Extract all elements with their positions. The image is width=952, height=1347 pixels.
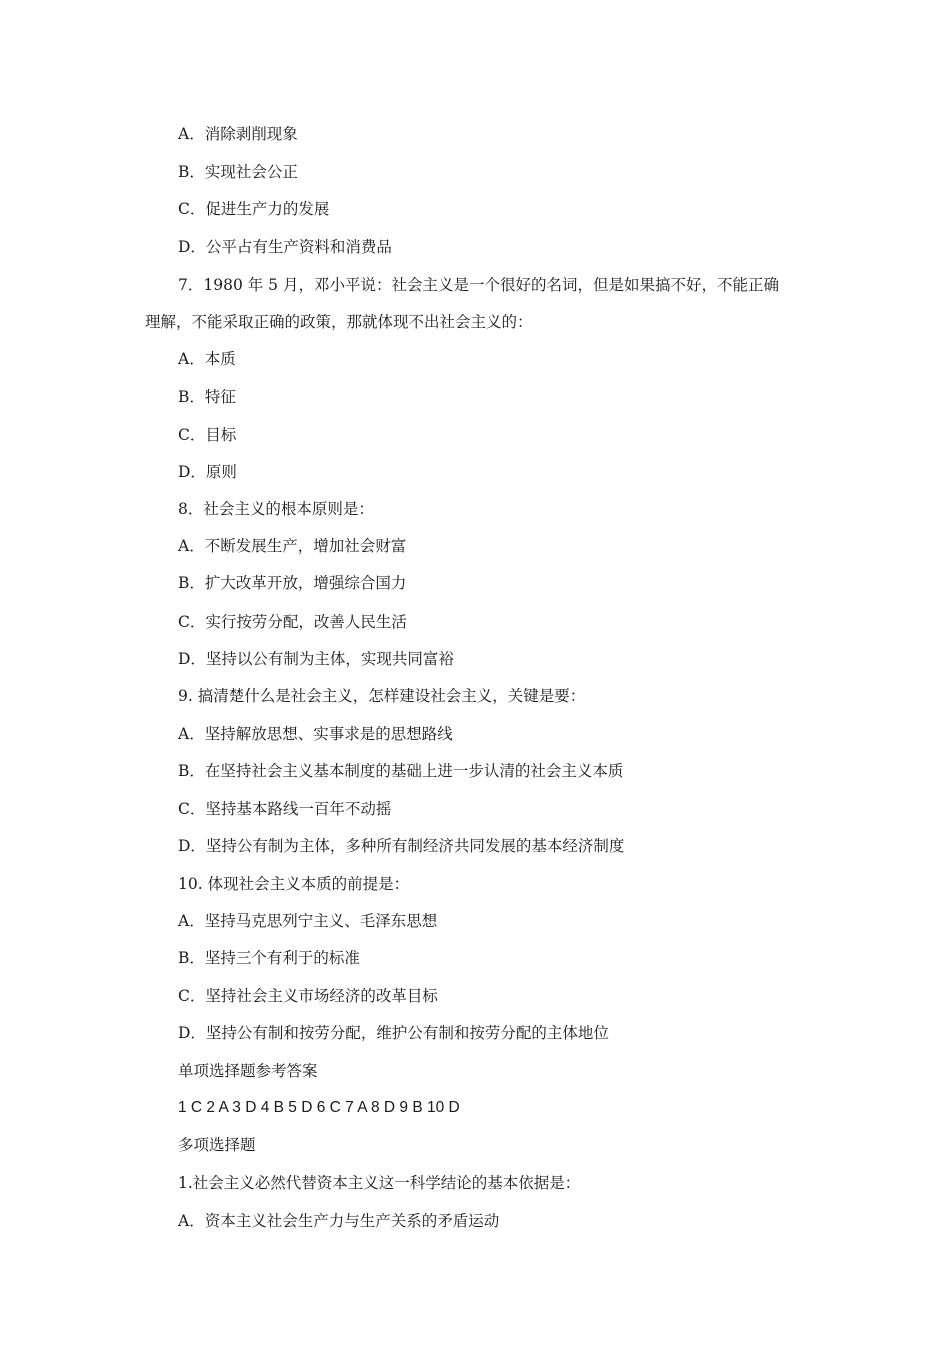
answer-key-heading: 单项选择题参考答案 — [178, 1062, 318, 1080]
q8-question: 8．社会主义的根本原则是： — [178, 500, 374, 518]
q10-option-b: B．坚持三个有利于的标准 — [178, 949, 360, 967]
q6-option-d: D．公平占有生产资料和消费品 — [178, 238, 392, 256]
q7-question-line2: 理解，不能采取正确的政策，那就体现不出社会主义的： — [145, 313, 533, 331]
q10-option-a: A．坚持马克思列宁主义、毛泽东思想 — [178, 912, 438, 930]
q8-option-c: C．实行按劳分配，改善人民生活 — [178, 613, 407, 631]
q7-option-a: A．本质 — [178, 350, 236, 368]
q9-question: 9. 搞清楚什么是社会主义，怎样建设社会主义，关键是要： — [178, 687, 586, 705]
q6-option-c: C．促进生产力的发展 — [178, 200, 330, 218]
q7-question-line1: 7．1980 年 5 月，邓小平说：社会主义是一个很好的名词，但是如果搞不好，不能正确 — [178, 276, 779, 294]
q6-option-b: B．实现社会公正 — [178, 163, 298, 181]
q10-option-d: D．坚持公有制和按劳分配，维护公有制和按劳分配的主体地位 — [178, 1024, 609, 1042]
q9-option-b: B．在坚持社会主义基本制度的基础上进一步认清的社会主义本质 — [178, 762, 624, 780]
q10-option-c: C．坚持社会主义市场经济的改革目标 — [178, 987, 438, 1005]
q9-option-a: A．坚持解放思想、实事求是的思想路线 — [178, 725, 453, 743]
q6-option-a: A．消除剥削现象 — [178, 125, 298, 143]
q8-option-d: D．坚持以公有制为主体，实现共同富裕 — [178, 650, 454, 668]
multiple-choice-heading: 多项选择题 — [178, 1136, 256, 1154]
mc-q1-option-a: A．资本主义社会生产力与生产关系的矛盾运动 — [178, 1212, 500, 1230]
mc-q1-question: 1.社会主义必然代替资本主义这一科学结论的基本依据是： — [178, 1174, 581, 1192]
q7-option-c: C．目标 — [178, 426, 237, 444]
q7-option-b: B．特征 — [178, 388, 236, 406]
q9-option-d: D．坚持公有制为主体，多种所有制经济共同发展的基本经济制度 — [178, 837, 625, 855]
q8-option-a: A．不断发展生产，增加社会财富 — [178, 537, 407, 555]
answer-key: 1 C 2 A 3 D 4 B 5 D 6 C 7 A 8 D 9 B 10 D — [178, 1099, 460, 1116]
q9-option-c: C．坚持基本路线一百年不动摇 — [178, 800, 392, 818]
q10-question: 10. 体现社会主义本质的前提是： — [178, 875, 410, 893]
q8-option-b: B．扩大改革开放，增强综合国力 — [178, 574, 407, 592]
q7-option-d: D．原则 — [178, 463, 237, 481]
